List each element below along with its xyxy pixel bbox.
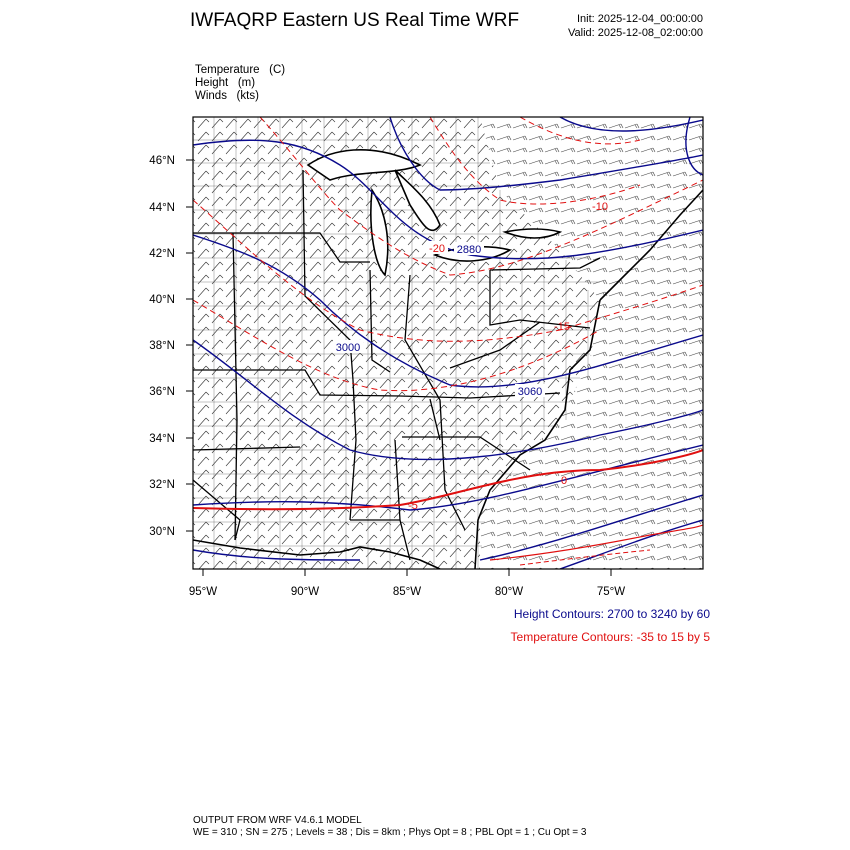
field-winds: Winds (kts) [195, 90, 259, 102]
model-footer [193, 815, 586, 839]
lat-label: 36°N [149, 386, 175, 398]
lat-label: 32°N [149, 479, 175, 491]
valid-time: Valid: 2025-12-08_02:00:00 [568, 27, 703, 39]
lon-label: 90°W [290, 586, 320, 598]
field-list [195, 64, 285, 103]
lat-label: 34°N [149, 433, 175, 445]
latitude-labels [149, 155, 175, 538]
lat-label: 30°N [149, 526, 175, 538]
lat-label: 38°N [149, 340, 175, 352]
lat-label: 44°N [149, 202, 175, 214]
longitude-labels [189, 586, 625, 598]
temp-contour-label: -5 [408, 500, 418, 512]
lon-label: 75°W [596, 586, 626, 598]
lon-label: 95°W [188, 586, 218, 598]
height-contour-legend: Height Contours: 2700 to 3240 by 60 [513, 607, 710, 621]
lat-label: 42°N [149, 248, 175, 260]
lat-label: 46°N [149, 155, 175, 167]
height-contour-label: 2880 [456, 244, 482, 256]
field-temperature: Temperature (C) [195, 64, 286, 76]
temp-contour-label: -20 [429, 243, 445, 255]
temp-contour-label: -15 [554, 321, 570, 333]
footer-model: OUTPUT FROM WRF V4.6.1 MODEL [193, 815, 362, 826]
temp-contour-label: 0 [560, 475, 568, 487]
temperature-contour-legend: Temperature Contours: -35 to 15 by 5 [510, 630, 710, 644]
height-contour-label: 3060 [517, 386, 543, 398]
lon-label: 80°W [494, 586, 524, 598]
field-height: Height (m) [195, 77, 256, 89]
lat-label: 40°N [149, 294, 175, 306]
init-time: Init: 2025-12-04_00:00:00 [577, 13, 703, 25]
temp-contour-label: -10 [592, 201, 608, 213]
height-contour-label: 3000 [335, 342, 361, 354]
lon-label: 85°W [392, 586, 422, 598]
footer-config: WE = 310 ; SN = 275 ; Levels = 38 ; Dis = 8km ; Phys Opt = 8 ; PBL Opt = 1 ; Cu Opt = 3 [193, 827, 587, 838]
map-title: IWFAQRP Eastern US Real Time WRF [190, 10, 520, 31]
